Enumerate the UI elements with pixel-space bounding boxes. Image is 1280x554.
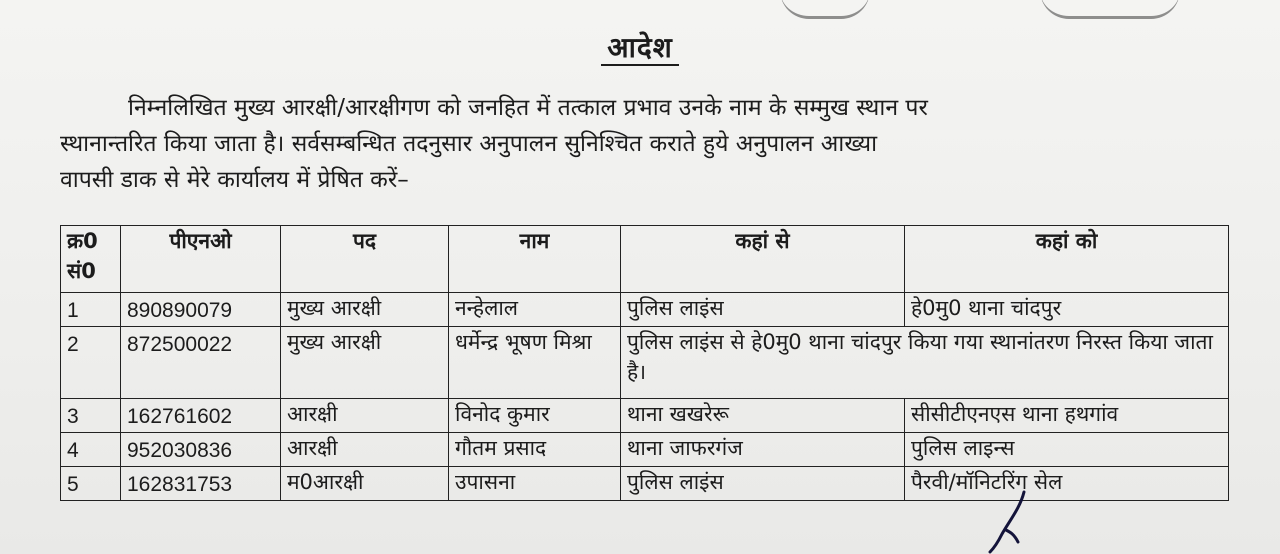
ink-mark	[780, 0, 870, 19]
header-to: कहां को	[905, 226, 1229, 293]
cell-name: गौतम प्रसाद	[449, 433, 621, 467]
cell-name: नन्हेलाल	[449, 293, 621, 327]
transfer-table	[60, 225, 1229, 501]
header-pno: पीएनओ	[121, 226, 281, 293]
cell-to: पैरवी/मॉनिटरिंग सेल	[905, 467, 1229, 501]
cell-from: थाना जाफरगंज	[621, 433, 905, 467]
table-row	[61, 327, 1229, 399]
cell-serial: 4	[61, 433, 121, 467]
paragraph-line: स्थानान्तरित किया जाता है। सर्वसम्बन्धित तदनुसार अनुपालन सुनिश्चित कराते हुये अनुपालन आख्या	[60, 131, 878, 157]
cell-post: मुख्य आरक्षी	[281, 293, 449, 327]
cell-serial: 2	[61, 327, 121, 399]
cell-post: म0आरक्षी	[281, 467, 449, 501]
signature-stroke	[980, 490, 1040, 554]
table-row	[61, 399, 1229, 433]
document-title	[0, 28, 1280, 66]
header-name: नाम	[449, 226, 621, 293]
table-row	[61, 293, 1229, 327]
table-row	[61, 433, 1229, 467]
cell-serial: 3	[61, 399, 121, 433]
paragraph-line: वापसी डाक से मेरे कार्यालय में प्रेषित करें–	[60, 167, 409, 193]
cell-serial: 5	[61, 467, 121, 501]
title-text: आदेश	[601, 31, 679, 66]
order-paragraph	[60, 90, 1200, 198]
table-header-row	[61, 226, 1229, 293]
cell-to: हे0मु0 थाना चांदपुर	[905, 293, 1229, 327]
cell-pno: 162761602	[121, 399, 281, 433]
cell-name: उपासना	[449, 467, 621, 501]
header-from: कहां से	[621, 226, 905, 293]
paragraph-line: निम्नलिखित मुख्य आरक्षी/आरक्षीगण को जनहित में तत्काल प्रभाव उनके नाम के सम्मुख स्थान पर	[128, 95, 928, 121]
ink-mark	[1040, 0, 1180, 19]
cell-pno: 872500022	[121, 327, 281, 399]
cell-to: पुलिस लाइन्स	[905, 433, 1229, 467]
cell-from: थाना खखरेरू	[621, 399, 905, 433]
cell-post: आरक्षी	[281, 433, 449, 467]
cell-serial: 1	[61, 293, 121, 327]
cell-to: सीसीटीएनएस थाना हथगांव	[905, 399, 1229, 433]
cell-post: मुख्य आरक्षी	[281, 327, 449, 399]
header-serial: क्र0 सं0	[61, 226, 121, 293]
cell-from: पुलिस लाइंस	[621, 467, 905, 501]
cell-post: आरक्षी	[281, 399, 449, 433]
cell-name: विनोद कुमार	[449, 399, 621, 433]
cell-remark: पुलिस लाइंस से हे0मु0 थाना चांदपुर किया गया स्थानांतरण निरस्त किया जाता है।	[621, 327, 1229, 399]
cell-name: धर्मेन्द्र भूषण मिश्रा	[449, 327, 621, 399]
cell-pno: 162831753	[121, 467, 281, 501]
cell-pno: 952030836	[121, 433, 281, 467]
header-post: पद	[281, 226, 449, 293]
cell-pno: 890890079	[121, 293, 281, 327]
table-row	[61, 467, 1229, 501]
cell-from: पुलिस लाइंस	[621, 293, 905, 327]
